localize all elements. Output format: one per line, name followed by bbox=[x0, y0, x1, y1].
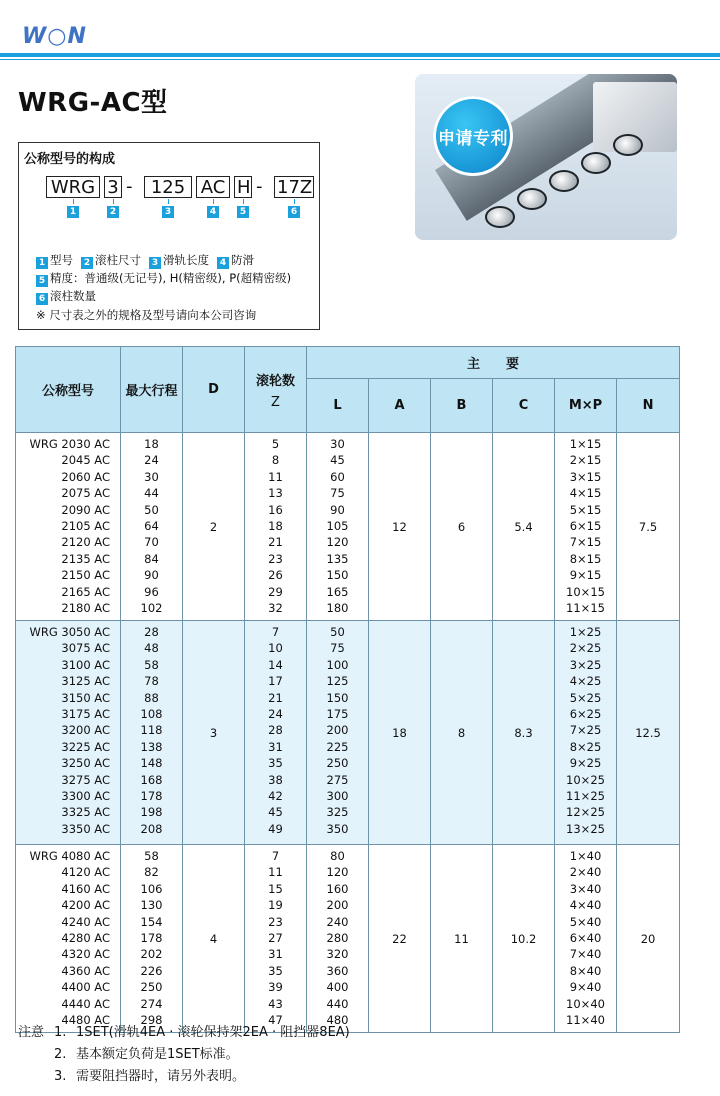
code-tick bbox=[168, 199, 169, 204]
table-cell: 168 bbox=[140, 772, 163, 787]
table-cell: 9×15 bbox=[569, 568, 602, 583]
table-cell: 2×25 bbox=[569, 641, 602, 656]
code-part-5: H bbox=[234, 176, 252, 198]
table-cell: 130 bbox=[140, 898, 163, 913]
table-cell: 2045 AC bbox=[61, 453, 110, 468]
code-tick bbox=[73, 199, 74, 204]
legend-text: 防滑 bbox=[231, 253, 254, 267]
col-header-d: D bbox=[183, 347, 245, 433]
table-cell: 120 bbox=[326, 535, 349, 550]
table-cell: 7×15 bbox=[569, 535, 602, 550]
part-number-tag: 1 bbox=[67, 206, 79, 218]
table-group-row bbox=[16, 621, 680, 845]
mp-list-cell bbox=[555, 433, 617, 621]
table-cell: 11×15 bbox=[566, 600, 605, 615]
c-cell: 5.4 bbox=[493, 433, 555, 621]
table-cell: 9×40 bbox=[569, 980, 602, 995]
legend-text: 滚柱数量 bbox=[50, 289, 96, 303]
table-cell: 165 bbox=[326, 584, 349, 599]
table-cell: 29 bbox=[268, 584, 283, 599]
table-cell: 84 bbox=[144, 551, 159, 566]
table-cell: 320 bbox=[326, 947, 349, 962]
table-cell: 70 bbox=[144, 535, 159, 550]
table-cell: 135 bbox=[326, 551, 349, 566]
header-rule-thin bbox=[0, 59, 720, 60]
table-cell: 3225 AC bbox=[61, 739, 110, 754]
table-cell: 148 bbox=[140, 756, 163, 771]
col-header-main: 主 要 bbox=[307, 347, 680, 379]
table-cell: 82 bbox=[144, 865, 159, 880]
table-cell: 24 bbox=[268, 706, 283, 721]
stroke-list-cell bbox=[121, 845, 183, 1033]
table-cell: 13×25 bbox=[566, 821, 605, 836]
table-cell: 1×15 bbox=[569, 437, 602, 451]
table-cell: 298 bbox=[140, 1012, 163, 1027]
table-cell: 200 bbox=[326, 898, 349, 913]
table-cell: 108 bbox=[140, 706, 163, 721]
legend-line bbox=[36, 307, 256, 323]
table-cell: 3075 AC bbox=[61, 641, 110, 656]
b-cell: 11 bbox=[431, 845, 493, 1033]
table-cell: 3150 AC bbox=[61, 690, 110, 705]
table-cell: WRG 3050 AC bbox=[29, 625, 110, 639]
table-group-row bbox=[16, 845, 680, 1033]
code-part-6: 17Z bbox=[274, 176, 314, 198]
table-cell: 4×40 bbox=[569, 898, 602, 913]
code-part-4: AC bbox=[196, 176, 230, 198]
table-cell: 88 bbox=[144, 690, 159, 705]
table-cell: 2150 AC bbox=[61, 568, 110, 583]
table-cell: 208 bbox=[140, 821, 163, 836]
b-cell: 8 bbox=[431, 621, 493, 845]
legend-line bbox=[36, 288, 96, 305]
table-cell: 60 bbox=[330, 469, 345, 484]
table-cell: 90 bbox=[144, 568, 159, 583]
table-cell: 58 bbox=[144, 849, 159, 863]
table-cell: 360 bbox=[326, 963, 349, 978]
table-cell: 50 bbox=[330, 625, 345, 639]
table-cell: 80 bbox=[330, 849, 345, 863]
table-cell: 200 bbox=[326, 723, 349, 738]
table-cell: 30 bbox=[330, 437, 345, 451]
table-cell: 42 bbox=[268, 788, 283, 803]
table-cell: 120 bbox=[326, 865, 349, 880]
legend-number-tag: 4 bbox=[217, 257, 229, 269]
table-cell: 300 bbox=[326, 788, 349, 803]
table-cell: WRG 4080 AC bbox=[29, 849, 110, 863]
table-cell: 480 bbox=[326, 1012, 349, 1027]
table-cell: 440 bbox=[326, 996, 349, 1011]
table-cell: 2090 AC bbox=[61, 502, 110, 517]
table-cell: 106 bbox=[140, 881, 163, 896]
table-cell: 4240 AC bbox=[61, 914, 110, 929]
table-cell: 50 bbox=[144, 502, 159, 517]
col-header-b: B bbox=[431, 379, 493, 433]
part-number-tag: 2 bbox=[107, 206, 119, 218]
table-cell: 1×40 bbox=[569, 849, 602, 863]
table-cell: 3125 AC bbox=[61, 674, 110, 689]
part-number-tag: 3 bbox=[162, 206, 174, 218]
table-cell: 7 bbox=[271, 625, 280, 639]
table-cell: 64 bbox=[144, 518, 159, 533]
table-cell: 125 bbox=[326, 674, 349, 689]
composition-title: 公称型号的构成 bbox=[24, 152, 116, 167]
legend-number-tag: 2 bbox=[81, 257, 93, 269]
legend-line bbox=[36, 270, 291, 287]
table-cell: 78 bbox=[144, 674, 159, 689]
table-cell: 4320 AC bbox=[61, 947, 110, 962]
table-cell: 6×15 bbox=[569, 518, 602, 533]
table-cell: 23 bbox=[268, 551, 283, 566]
legend-number-tag: 6 bbox=[36, 293, 48, 305]
table-cell: 178 bbox=[140, 930, 163, 945]
legend-number-tag: 3 bbox=[149, 257, 161, 269]
table-cell: 17 bbox=[268, 674, 283, 689]
a-cell: 12 bbox=[369, 433, 431, 621]
table-cell: 32 bbox=[268, 600, 283, 615]
table-cell: 47 bbox=[268, 1012, 283, 1027]
table-cell: 8×15 bbox=[569, 551, 602, 566]
table-cell: 24 bbox=[144, 453, 159, 468]
c-cell: 10.2 bbox=[493, 845, 555, 1033]
table-cell: 4360 AC bbox=[61, 963, 110, 978]
note-text: 基本额定负荷是1SET标准。 bbox=[76, 1047, 239, 1062]
model-list-cell bbox=[16, 433, 121, 621]
d-cell: 2 bbox=[183, 433, 245, 621]
table-cell: 3×40 bbox=[569, 881, 602, 896]
table-cell: 44 bbox=[144, 486, 159, 501]
table-cell: 2135 AC bbox=[61, 551, 110, 566]
model-list-cell bbox=[16, 845, 121, 1033]
legend-number-tag: 1 bbox=[36, 257, 48, 269]
legend-text: 滚柱尺寸 bbox=[95, 253, 141, 267]
table-cell: 2×15 bbox=[569, 453, 602, 468]
table-cell: 21 bbox=[268, 535, 283, 550]
legend-text: 型号 bbox=[50, 253, 73, 267]
table-cell: 43 bbox=[268, 996, 283, 1011]
table-cell: 35 bbox=[268, 963, 283, 978]
table-cell: 38 bbox=[268, 772, 283, 787]
table-cell: 2075 AC bbox=[61, 486, 110, 501]
legend-line bbox=[36, 252, 254, 269]
table-cell: 198 bbox=[140, 805, 163, 820]
table-cell: 325 bbox=[326, 805, 349, 820]
l-list-cell bbox=[307, 845, 369, 1033]
table-cell: 5×15 bbox=[569, 502, 602, 517]
d-cell: 4 bbox=[183, 845, 245, 1033]
brand-logo bbox=[22, 24, 87, 49]
note-text: 1SET(滑轨4EA · 滚轮保持架2EA · 阻挡器8EA) bbox=[76, 1025, 350, 1040]
table-cell: 15 bbox=[268, 881, 283, 896]
table-cell: 45 bbox=[330, 453, 345, 468]
table-cell: 11 bbox=[268, 865, 283, 880]
legend-text: ※ 尺寸表之外的规格及型号请向本公司咨询 bbox=[36, 308, 257, 322]
table-cell: 3250 AC bbox=[61, 756, 110, 771]
part-number-tag: 6 bbox=[288, 206, 300, 218]
table-cell: 48 bbox=[144, 641, 159, 656]
n-cell: 7.5 bbox=[617, 433, 680, 621]
table-cell: 138 bbox=[140, 739, 163, 754]
spec-table bbox=[15, 346, 680, 1033]
table-cell: 10×25 bbox=[566, 772, 605, 787]
table-cell: 178 bbox=[140, 788, 163, 803]
product-photo bbox=[415, 74, 677, 240]
table-cell: 16 bbox=[268, 502, 283, 517]
code-tick bbox=[113, 199, 114, 204]
table-cell: 3×25 bbox=[569, 657, 602, 672]
table-cell: 11×40 bbox=[566, 1012, 605, 1027]
table-cell: 75 bbox=[330, 486, 345, 501]
l-list-cell bbox=[307, 621, 369, 845]
table-cell: 3325 AC bbox=[61, 805, 110, 820]
table-cell: 8×40 bbox=[569, 963, 602, 978]
table-cell: 21 bbox=[268, 690, 283, 705]
table-cell: 150 bbox=[326, 568, 349, 583]
table-cell: 275 bbox=[326, 772, 349, 787]
table-cell: 90 bbox=[330, 502, 345, 517]
roller-icon bbox=[485, 206, 515, 228]
z-list-cell bbox=[245, 433, 307, 621]
table-cell: 150 bbox=[326, 690, 349, 705]
table-cell: 3200 AC bbox=[61, 723, 110, 738]
b-cell: 6 bbox=[431, 433, 493, 621]
note-number: 1. bbox=[54, 1025, 67, 1040]
table-cell: 14 bbox=[268, 657, 283, 672]
table-cell: 28 bbox=[268, 723, 283, 738]
table-cell: 250 bbox=[326, 756, 349, 771]
header-rule bbox=[0, 53, 720, 57]
mp-list-cell bbox=[555, 845, 617, 1033]
z-list-cell bbox=[245, 621, 307, 845]
col-header-model: 公称型号 bbox=[16, 347, 121, 433]
table-cell: 4440 AC bbox=[61, 996, 110, 1011]
table-cell: 45 bbox=[268, 805, 283, 820]
d-cell: 3 bbox=[183, 621, 245, 845]
table-cell: 4160 AC bbox=[61, 881, 110, 896]
table-cell: 4400 AC bbox=[61, 980, 110, 995]
table-cell: 10×40 bbox=[566, 996, 605, 1011]
table-cell: 7×40 bbox=[569, 947, 602, 962]
table-cell: 39 bbox=[268, 980, 283, 995]
a-cell: 18 bbox=[369, 621, 431, 845]
table-cell: 4280 AC bbox=[61, 930, 110, 945]
table-cell: 7×25 bbox=[569, 723, 602, 738]
legend-text: 精度：普通级(无记号), H(精密级), P(超精密级) bbox=[50, 271, 292, 285]
table-cell: 2060 AC bbox=[61, 469, 110, 484]
table-cell: 7 bbox=[271, 849, 280, 863]
table-cell: 31 bbox=[268, 947, 283, 962]
l-list-cell bbox=[307, 433, 369, 621]
c-cell: 8.3 bbox=[493, 621, 555, 845]
table-cell: 2180 AC bbox=[61, 600, 110, 615]
table-cell: 3300 AC bbox=[61, 788, 110, 803]
stroke-list-cell bbox=[121, 621, 183, 845]
table-cell: 100 bbox=[326, 657, 349, 672]
col-header-a: A bbox=[369, 379, 431, 433]
table-cell: 180 bbox=[326, 600, 349, 615]
roller-icon bbox=[581, 152, 611, 174]
table-cell: 27 bbox=[268, 930, 283, 945]
n-cell: 12.5 bbox=[617, 621, 680, 845]
legend-number-tag: 5 bbox=[36, 275, 48, 287]
table-cell: 202 bbox=[140, 947, 163, 962]
page-title: WRG-AC型 bbox=[18, 88, 168, 118]
code-separator: - bbox=[126, 176, 133, 197]
table-cell: 96 bbox=[144, 584, 159, 599]
table-cell: 3275 AC bbox=[61, 772, 110, 787]
table-cell: 3350 AC bbox=[61, 821, 110, 836]
code-part-2: 3 bbox=[104, 176, 122, 198]
note-number: 3. bbox=[54, 1069, 67, 1084]
code-tick bbox=[213, 199, 214, 204]
col-header-z-bottom: Z bbox=[271, 394, 280, 410]
table-cell: 105 bbox=[326, 518, 349, 533]
table-cell: 2×40 bbox=[569, 865, 602, 880]
table-cell: 9×25 bbox=[569, 756, 602, 771]
col-header-stroke: 最大行程 bbox=[121, 347, 183, 433]
legend-text: 滑轨长度 bbox=[163, 253, 209, 267]
z-list-cell bbox=[245, 845, 307, 1033]
table-cell: 13 bbox=[268, 486, 283, 501]
table-cell: 280 bbox=[326, 930, 349, 945]
table-cell: 350 bbox=[326, 821, 349, 836]
table-cell: 18 bbox=[144, 437, 159, 451]
roller-icon bbox=[613, 134, 643, 156]
table-cell: 2120 AC bbox=[61, 535, 110, 550]
col-header-mp: M×P bbox=[555, 379, 617, 433]
table-cell: 11×25 bbox=[566, 788, 605, 803]
table-cell: 49 bbox=[268, 821, 283, 836]
table-cell: 2165 AC bbox=[61, 584, 110, 599]
roller-icon bbox=[517, 188, 547, 210]
note-number: 2. bbox=[54, 1047, 67, 1062]
model-list-cell bbox=[16, 621, 121, 845]
table-cell: 30 bbox=[144, 469, 159, 484]
table-cell: 3×15 bbox=[569, 469, 602, 484]
col-header-z-top: 滚轮数 bbox=[255, 373, 295, 389]
table-cell: 35 bbox=[268, 756, 283, 771]
patent-badge: 申请专利 bbox=[433, 96, 513, 176]
table-cell: 3100 AC bbox=[61, 657, 110, 672]
table-cell: 5×40 bbox=[569, 914, 602, 929]
code-separator: - bbox=[256, 176, 263, 197]
col-header-n: N bbox=[617, 379, 680, 433]
table-cell: 28 bbox=[144, 625, 159, 639]
roller-icon bbox=[549, 170, 579, 192]
table-cell: 240 bbox=[326, 914, 349, 929]
col-header-z bbox=[245, 347, 307, 433]
table-cell: 31 bbox=[268, 739, 283, 754]
table-cell: 11 bbox=[268, 469, 283, 484]
code-part-3: 125 bbox=[144, 176, 192, 198]
table-cell: 118 bbox=[140, 723, 163, 738]
table-cell: 18 bbox=[268, 518, 283, 533]
table-cell: 10 bbox=[268, 641, 283, 656]
part-number-tag: 4 bbox=[207, 206, 219, 218]
table-cell: 4480 AC bbox=[61, 1012, 110, 1027]
table-cell: 250 bbox=[140, 980, 163, 995]
table-cell: 8×25 bbox=[569, 739, 602, 754]
part-number-tag: 5 bbox=[237, 206, 249, 218]
table-cell: 400 bbox=[326, 980, 349, 995]
table-cell: WRG 2030 AC bbox=[29, 437, 110, 451]
table-cell: 5 bbox=[271, 437, 280, 451]
n-cell: 20 bbox=[617, 845, 680, 1033]
code-part-1: WRG bbox=[46, 176, 100, 198]
table-cell: 160 bbox=[326, 881, 349, 896]
table-cell: 5×25 bbox=[569, 690, 602, 705]
code-tick bbox=[294, 199, 295, 204]
table-cell: 3175 AC bbox=[61, 706, 110, 721]
col-header-l: L bbox=[307, 379, 369, 433]
table-cell: 4×25 bbox=[569, 674, 602, 689]
table-cell: 12×25 bbox=[566, 805, 605, 820]
table-cell: 23 bbox=[268, 914, 283, 929]
table-cell: 10×15 bbox=[566, 584, 605, 599]
table-cell: 8 bbox=[271, 453, 280, 468]
mp-list-cell bbox=[555, 621, 617, 845]
code-tick bbox=[243, 199, 244, 204]
table-group-row bbox=[16, 433, 680, 621]
table-cell: 4200 AC bbox=[61, 898, 110, 913]
note-lead: 注意 bbox=[18, 1025, 45, 1040]
table-cell: 4120 AC bbox=[61, 865, 110, 880]
brand-header bbox=[0, 0, 720, 62]
table-cell: 175 bbox=[326, 706, 349, 721]
note-text: 需要阻挡器时，请另外表明。 bbox=[76, 1069, 246, 1084]
table-cell: 274 bbox=[140, 996, 163, 1011]
stroke-list-cell bbox=[121, 433, 183, 621]
table-cell: 102 bbox=[140, 600, 163, 615]
table-cell: 6×40 bbox=[569, 930, 602, 945]
table-cell: 4×15 bbox=[569, 486, 602, 501]
table-cell: 75 bbox=[330, 641, 345, 656]
table-cell: 58 bbox=[144, 657, 159, 672]
table-cell: 1×25 bbox=[569, 625, 602, 639]
col-header-c: C bbox=[493, 379, 555, 433]
table-cell: 26 bbox=[268, 568, 283, 583]
a-cell: 22 bbox=[369, 845, 431, 1033]
table-cell: 154 bbox=[140, 914, 163, 929]
table-cell: 2105 AC bbox=[61, 518, 110, 533]
table-cell: 19 bbox=[268, 898, 283, 913]
brand-logo-text: W○N bbox=[22, 24, 87, 49]
table-cell: 6×25 bbox=[569, 706, 602, 721]
table-cell: 226 bbox=[140, 963, 163, 978]
table-cell: 225 bbox=[326, 739, 349, 754]
